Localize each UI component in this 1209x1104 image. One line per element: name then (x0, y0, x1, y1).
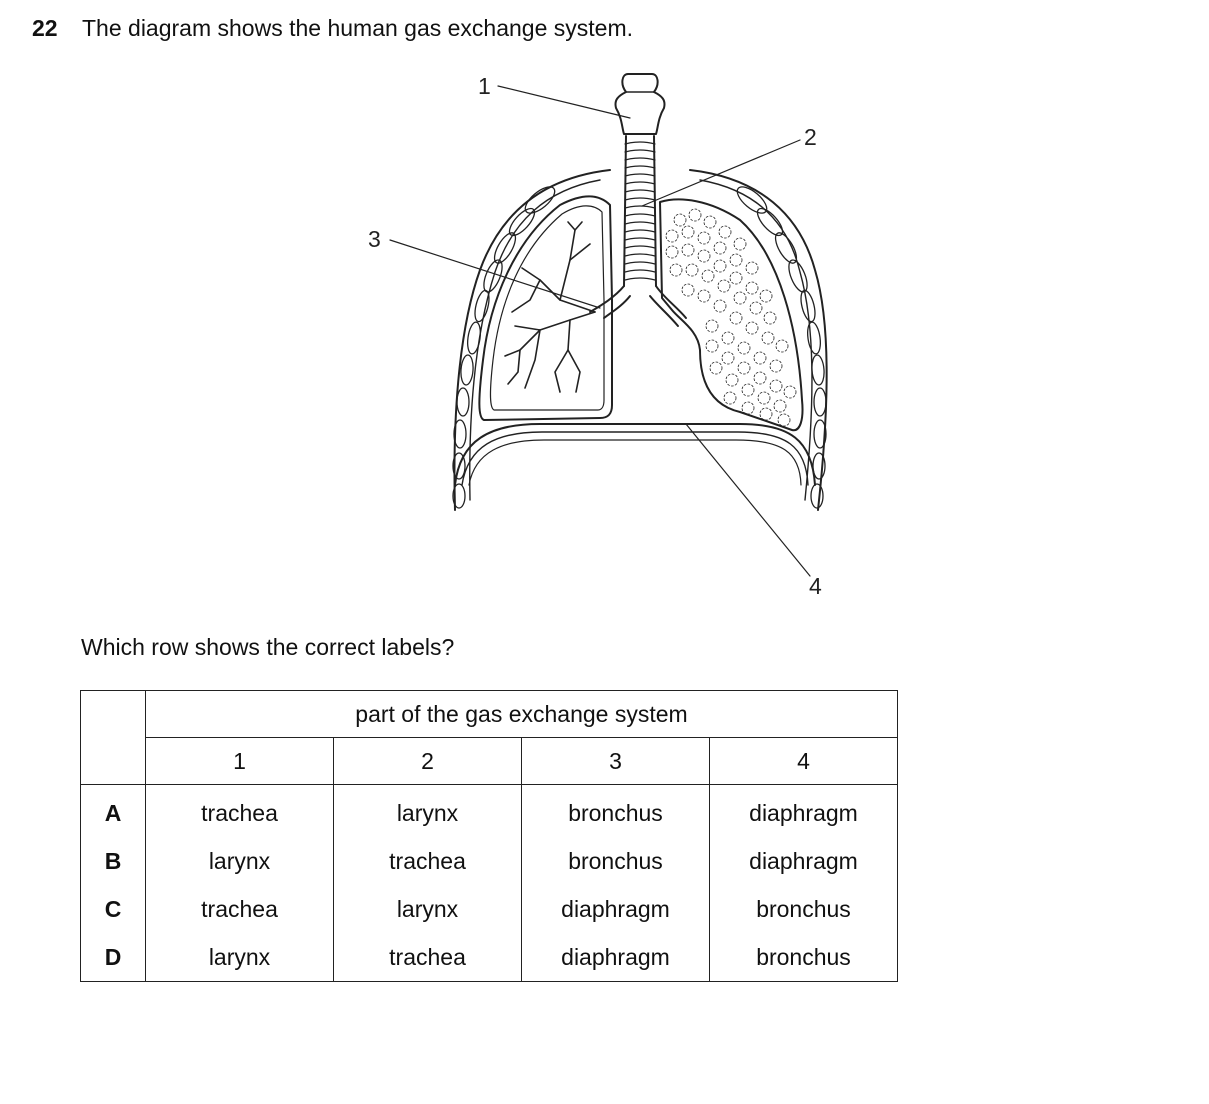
table-cell: larynx (334, 885, 522, 933)
table-cell: trachea (146, 885, 334, 933)
diagram-label-2: 2 (804, 124, 817, 150)
table-cell: bronchus (710, 933, 898, 982)
row-letter: B (81, 837, 146, 885)
column-header: 2 (334, 738, 522, 785)
diagram-label-4: 4 (809, 573, 822, 599)
table-group-header: part of the gas exchange system (146, 691, 898, 738)
table-cell: diaphragm (710, 785, 898, 838)
table-cell: diaphragm (522, 885, 710, 933)
row-letter: A (81, 785, 146, 838)
column-header: 3 (522, 738, 710, 785)
row-letter: C (81, 885, 146, 933)
table-row[interactable] (81, 837, 898, 885)
leader-line-2 (642, 140, 800, 206)
trachea-shape (624, 136, 656, 286)
table-cell: larynx (146, 837, 334, 885)
table-cell: bronchus (522, 837, 710, 885)
answer-table (80, 690, 898, 982)
table-row[interactable] (81, 885, 898, 933)
diagram-label-1: 1 (478, 73, 491, 99)
table-cell: larynx (334, 785, 522, 838)
leader-line-4 (686, 424, 810, 576)
table-cell: bronchus (710, 885, 898, 933)
question-prompt: Which row shows the correct labels? (81, 634, 455, 660)
diagram-label-3: 3 (368, 226, 381, 252)
row-letter: D (81, 933, 146, 982)
leader-line-3 (390, 240, 600, 308)
larynx-shape (615, 74, 664, 134)
column-header: 4 (710, 738, 898, 785)
table-corner (81, 691, 146, 785)
table-cell: trachea (334, 837, 522, 885)
leader-line-1 (498, 86, 630, 118)
bronchus-left (590, 286, 630, 318)
table-cell: bronchus (522, 785, 710, 838)
table-cell: trachea (146, 785, 334, 838)
column-header: 1 (146, 738, 334, 785)
question-text: The diagram shows the human gas exchange system. (82, 15, 634, 41)
table-row[interactable] (81, 785, 898, 838)
table-cell: diaphragm (710, 837, 898, 885)
table-row[interactable] (81, 933, 898, 982)
table-cell: diaphragm (522, 933, 710, 982)
table-cell: trachea (334, 933, 522, 982)
table-cell: larynx (146, 933, 334, 982)
question-number: 22 (32, 15, 58, 41)
